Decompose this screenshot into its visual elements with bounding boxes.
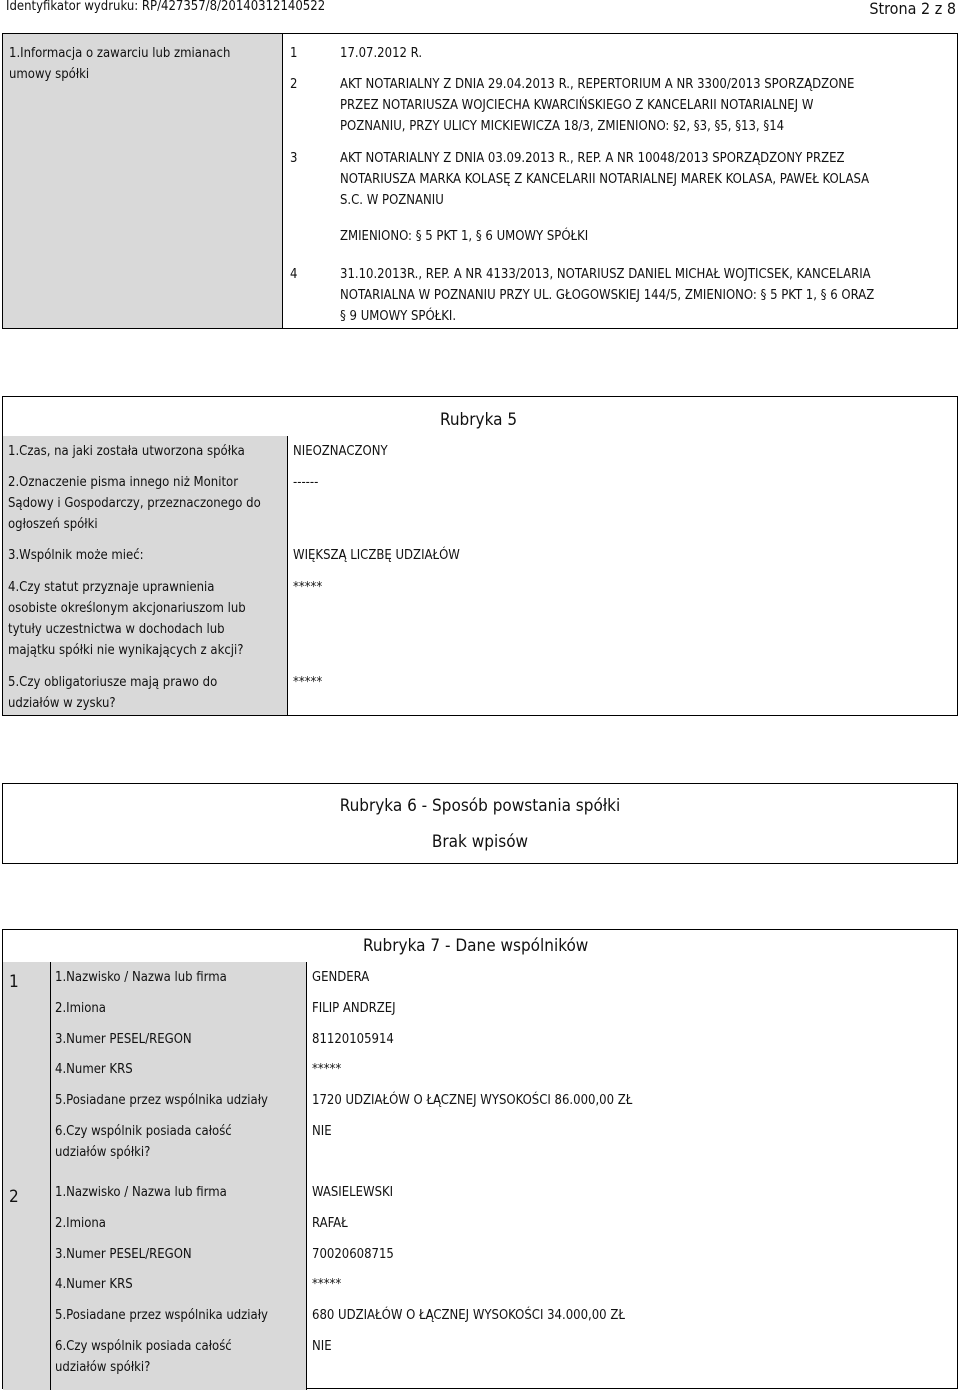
- field-value: ------: [293, 475, 319, 490]
- partner-number-column: [3, 962, 50, 1390]
- rubryka-5-title: Rubryka 5: [440, 410, 518, 430]
- print-identifier: Identyfikator wydruku: RP/427357/8/20140312140522: [6, 0, 326, 14]
- partner-field-value: FILIP ANDRZEJ: [312, 1001, 396, 1016]
- field-value: *****: [293, 675, 323, 690]
- partner-field-label: 2.Imiona: [55, 1001, 106, 1016]
- partner-number: 2: [9, 1187, 19, 1207]
- partner-field-label: 3.Numer PESEL/REGON: [55, 1247, 192, 1262]
- partner-field-label: 6.Czy wspólnik posiada całość udziałów spółki?: [55, 1124, 232, 1160]
- field-label: 1.Czas, na jaki została utworzona spółka: [8, 444, 245, 459]
- field-label: 3.Wspólnik może mieć:: [8, 548, 144, 563]
- field-label: 2.Oznaczenie pisma innego niż Monitor Sądowy i Gospodarczy, przeznaczonego do ogłoszeń spółki: [8, 475, 261, 532]
- field-label: 4.Czy statut przyznaje uprawnienia osobiste określonym akcjonariuszom lub tytuły uczestnictwa w dochodach lub majątku spółki nie wynikających z akcji?: [8, 580, 246, 658]
- field-value: WIĘKSZĄ LICZBĘ UDZIAŁÓW: [293, 548, 460, 563]
- partner-field-value: *****: [312, 1277, 342, 1292]
- rubryka-6-title: Rubryka 6 - Sposób powstania spółki: [339, 796, 621, 816]
- partner-field-label: 5.Posiadane przez wspólnika udziały: [55, 1093, 268, 1108]
- partner-field-label: 3.Numer PESEL/REGON: [55, 1032, 192, 1047]
- partner-field-value: WASIELEWSKI: [312, 1185, 394, 1200]
- label-divider: [306, 962, 307, 1390]
- rubryka-7-title: Rubryka 7 - Dane wspólników: [363, 936, 589, 956]
- field-label: 5.Czy obligatoriusze mają prawo do udziałów w zysku?: [8, 675, 218, 711]
- partner-field-label: 6.Czy wspólnik posiada całość udziałów spółki?: [55, 1339, 232, 1375]
- rubryka-6: [2, 783, 958, 864]
- number-divider: [50, 962, 51, 1390]
- entry-number: 1: [290, 46, 298, 61]
- field-value: *****: [293, 580, 323, 595]
- partner-field-value: 1720 UDZIAŁÓW O ŁĄCZNEJ WYSOKOŚCI 86.000,00 ZŁ: [312, 1093, 633, 1108]
- rubryka-7: [2, 929, 958, 1389]
- entry-text: AKT NOTARIALNY Z DNIA 03.09.2013 R., REP. A NR 10048/2013 SPORZĄDZONY PRZEZ NOTARIUSZA MARKA KOLASĘ Z KANCELARII NOTARIALNEJ MAREK KOLASA, PAWEŁ KOLASA S.C. W POZNANIU ZMIENIONO: § 5 PKT 1, § 6 UMOWY SPÓŁKI: [340, 151, 870, 244]
- rubryka-5-divider: [287, 436, 288, 715]
- partner-field-value: NIE: [312, 1124, 332, 1139]
- entry-number: 2: [290, 77, 298, 92]
- partner-field-label: 1.Nazwisko / Nazwa lub firma: [55, 1185, 227, 1200]
- empty-entries-text: Brak wpisów: [431, 832, 529, 852]
- field-value: NIEOZNACZONY: [293, 444, 388, 459]
- entry-number: 4: [290, 267, 298, 282]
- partner-field-value: 81120105914: [312, 1032, 394, 1047]
- entry-text: AKT NOTARIALNY Z DNIA 29.04.2013 R., REPERTORIUM A NR 3300/2013 SPORZĄDZONE PRZEZ NOTARIUSZA WOJCIECHA KWARCIŃSKIEGO Z KANCELARII NOTARIALNEJ W POZNANIU, PRZY ULICY MICKIEWICZA 18/3, ZMIENIONO: §2, §3, §5, §13, §14: [340, 77, 855, 134]
- entry-number: 3: [290, 151, 298, 166]
- partner-field-label: 1.Nazwisko / Nazwa lub firma: [55, 970, 227, 985]
- partner-number: 1: [9, 972, 19, 992]
- partner-field-value: 680 UDZIAŁÓW O ŁĄCZNEJ WYSOKOŚCI 34.000,00 ZŁ: [312, 1308, 625, 1323]
- partner-field-label: 5.Posiadane przez wspólnika udziały: [55, 1308, 268, 1323]
- partner-field-label: 2.Imiona: [55, 1216, 106, 1231]
- partner-field-value: RAFAŁ: [312, 1216, 348, 1231]
- partner-field-value: 70020608715: [312, 1247, 394, 1262]
- section-label: 1.Informacja o zawarciu lub zmianach umowy spółki: [9, 46, 231, 82]
- entry-text: 17.07.2012 R.: [340, 46, 423, 61]
- section-divider: [282, 34, 283, 328]
- partner-field-value: NIE: [312, 1339, 332, 1354]
- rubryka-5: [2, 396, 958, 716]
- section-agreement-changes: [2, 33, 958, 329]
- entry-text: 31.10.2013R., REP. A NR 4133/2013, NOTARIUSZ DANIEL MICHAŁ WOJTICSEK, KANCELARIA NOTARIALNA W POZNANIU PRZY UL. GŁOGOWSKIEJ 144/5, ZMIENIONO: § 5 PKT 1, § 6 ORAZ § 9 UMOWY SPÓŁKI.: [340, 267, 875, 324]
- partner-field-value: *****: [312, 1062, 342, 1077]
- page-number: Strona 2 z 8: [869, 0, 956, 18]
- page-header: [6, 0, 956, 18]
- partner-field-value: GENDERA: [312, 970, 370, 985]
- partner-field-label: 4.Numer KRS: [55, 1277, 133, 1292]
- partner-field-label: 4.Numer KRS: [55, 1062, 133, 1077]
